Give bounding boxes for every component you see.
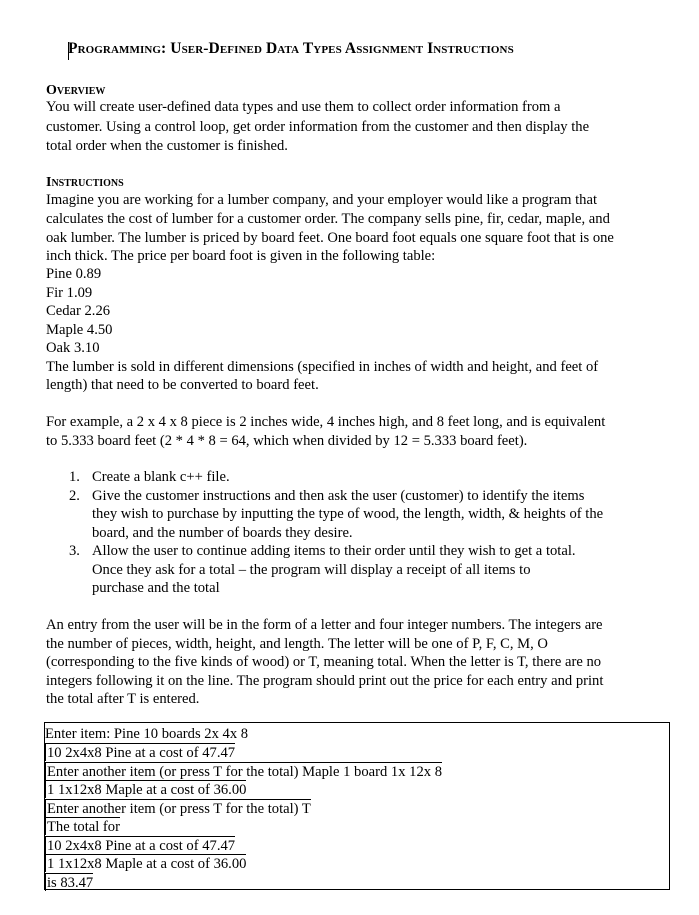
dimension-line: length) that need to be converted to board feet.	[46, 377, 319, 393]
price-item: Oak 3.10	[46, 340, 100, 356]
example-line: For example, a 2 x 4 x 8 piece is 2 inches wide, 4 inches high, and 8 feet long, and is equivalent	[46, 414, 606, 430]
sample-output-line: Enter item: Pine 10 boards 2x 4x 8	[45, 726, 249, 742]
entry-line: integers following it on the line. The program should print out the price for each entry and print	[46, 673, 604, 689]
instructions-line: Imagine you are working for a lumber company, and your employer would like a program that	[46, 192, 598, 208]
sample-output-line: The total for	[47, 819, 120, 835]
instructions-heading: Instructions	[46, 175, 124, 190]
sample-output-line: 10 2x4x8 Pine at a cost of 47.47	[47, 838, 236, 854]
sample-output-line: 10 2x4x8 Pine at a cost of 47.47	[47, 745, 236, 761]
price-item: Maple 4.50	[46, 322, 113, 338]
example-line: to 5.333 board feet (2 * 4 * 8 = 64, which when divided by 12 = 5.333 board feet).	[46, 433, 528, 449]
price-item: Fir 1.09	[46, 285, 93, 301]
step-text: Allow the user to continue adding items to their order until they wish to get a total.	[92, 543, 576, 559]
overview-line: You will create user-defined data types and use them to collect order information from a	[46, 99, 561, 115]
instructions-line: inch thick. The price per board foot is given in the following table:	[46, 248, 436, 264]
dimension-line: The lumber is sold in different dimensions (specified in inches of width and height, and feet of	[46, 359, 599, 375]
overview-line: total order when the customer is finished.	[46, 138, 288, 154]
sample-output-line: Enter another item (or press T for the total) T	[47, 801, 311, 817]
step-text: purchase and the total	[92, 580, 220, 596]
step-number: 1.	[69, 469, 80, 485]
instructions-line: calculates the cost of lumber for a customer order. The company sells pine, fir, cedar, maple, and	[46, 211, 610, 227]
overview-heading: Overview	[46, 83, 106, 98]
entry-line: the total after T is entered.	[46, 691, 200, 707]
overview-line: customer. Using a control loop, get order information from the customer and then display the	[46, 119, 590, 135]
sample-output-line: is 83.47	[47, 875, 94, 891]
step-text: they wish to purchase by inputting the type of wood, the length, width, & heights of the	[92, 506, 604, 522]
sample-output-line: Enter another item (or press T for the total) Maple 1 board 1x 12x 8	[47, 764, 443, 780]
instructions-line: oak lumber. The lumber is priced by board feet. One board foot equals one square foot that is one	[46, 230, 614, 246]
entry-line: the number of pieces, width, height, and length. The letter will be one of P, F, C, M, O	[46, 636, 548, 652]
price-item: Pine 0.89	[46, 266, 102, 282]
step-text: Give the customer instructions and then ask the user (customer) to identify the items	[92, 488, 585, 504]
step-text: Once they ask for a total – the program will display a receipt of all items to	[92, 562, 531, 578]
page-title: Programming: User-Defined Data Types Assignment Instructions	[68, 40, 514, 57]
step-number: 2.	[69, 488, 80, 504]
entry-line: An entry from the user will be in the form of a letter and four integer numbers. The integers are	[46, 617, 603, 633]
step-text: Create a blank c++ file.	[92, 469, 230, 485]
sample-output-line: 1 1x12x8 Maple at a cost of 36.00	[47, 782, 247, 798]
price-item: Cedar 2.26	[46, 303, 111, 319]
step-number: 3.	[69, 543, 80, 559]
step-text: board, and the number of boards they desire.	[92, 525, 353, 541]
entry-line: (corresponding to the five kinds of wood) or T, meaning total. When the letter is T, there are no	[46, 654, 602, 670]
sample-output-line: 1 1x12x8 Maple at a cost of 36.00	[47, 856, 247, 872]
